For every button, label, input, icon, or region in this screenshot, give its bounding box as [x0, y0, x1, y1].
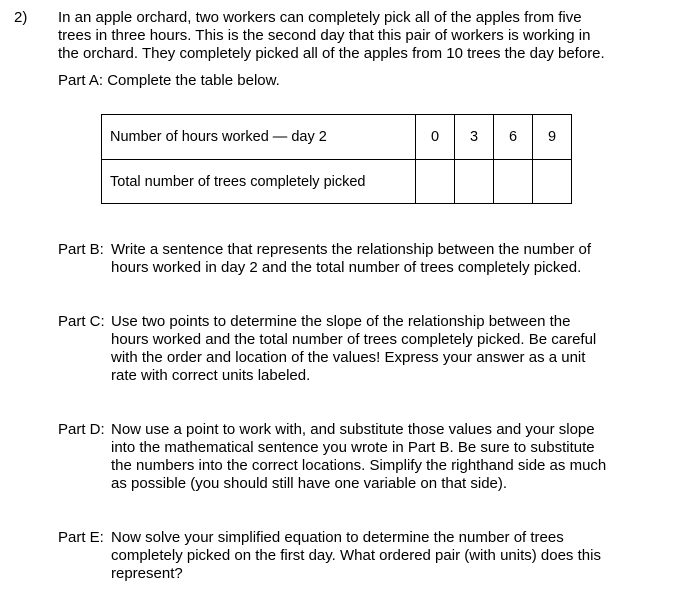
part-c-line-2: hours worked and the total number of trees completely picked. Be careful	[111, 331, 597, 348]
intro-line-2: trees in three hours. This is the second day that this pair of workers is working in	[58, 27, 591, 44]
intro-line-1: In an apple orchard, two workers can completely pick all of the apples from five	[58, 9, 582, 26]
part-b-label: Part B:	[58, 241, 104, 258]
problem-number: 2)	[14, 9, 28, 26]
trees-answer-cell-2[interactable]	[455, 160, 494, 204]
row-label-hours: Number of hours worked — day 2	[102, 115, 416, 160]
hours-trees-table	[101, 114, 572, 204]
part-e-line-1: Now solve your simplified equation to determine the number of trees	[111, 529, 564, 546]
part-c-line-4: rate with correct units labeled.	[111, 367, 311, 384]
part-e-line-3: represent?	[111, 565, 183, 582]
part-d-line-2: into the mathematical sentence you wrote in Part B. Be sure to substitute	[111, 439, 595, 456]
hours-cell-3: 3	[455, 115, 494, 160]
row-label-trees: Total number of trees completely picked	[102, 160, 416, 204]
trees-answer-cell-1[interactable]	[416, 160, 455, 204]
hours-cell-6: 6	[494, 115, 533, 160]
hours-cell-0: 0	[416, 115, 455, 160]
part-b-line-2: hours worked in day 2 and the total number of trees completely picked.	[111, 259, 582, 276]
part-d-line-4: as possible (you should still have one variable on that side).	[111, 475, 508, 492]
part-a-text: Part A: Complete the table below.	[58, 72, 280, 89]
trees-answer-cell-4[interactable]	[533, 160, 572, 204]
part-d-line-1: Now use a point to work with, and substitute those values and your slope	[111, 421, 595, 438]
trees-answer-cell-3[interactable]	[494, 160, 533, 204]
intro-line-3: the orchard. They completely picked all of the apples from 10 trees the day before.	[58, 45, 605, 62]
table-row-hours	[102, 115, 572, 160]
part-c-line-3: with the order and location of the values! Express your answer as a unit	[111, 349, 586, 366]
part-e-line-2: completely picked on the first day. What ordered pair (with units) does this	[111, 547, 601, 564]
part-e-label: Part E:	[58, 529, 104, 546]
table-row-trees	[102, 160, 572, 204]
part-c-line-1: Use two points to determine the slope of the relationship between the	[111, 313, 571, 330]
hours-cell-9: 9	[533, 115, 572, 160]
part-d-label: Part D:	[58, 421, 105, 438]
part-b-line-1: Write a sentence that represents the relationship between the number of	[111, 241, 592, 258]
part-d-line-3: the numbers into the correct locations. Simplify the righthand side as much	[111, 457, 607, 474]
part-c-label: Part C:	[58, 313, 105, 330]
